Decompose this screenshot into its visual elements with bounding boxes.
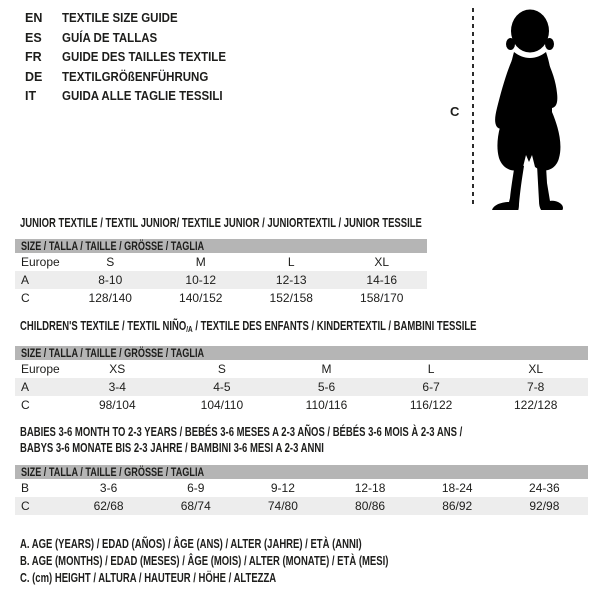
language-title: GUÍA DE TALLAS — [62, 30, 158, 45]
cell: XL — [374, 255, 390, 269]
cell: 80/86 — [355, 499, 386, 513]
language-row-it — [25, 87, 240, 107]
cell: M — [321, 362, 332, 376]
table-row — [15, 396, 588, 414]
cell: 9-12 — [270, 481, 295, 495]
cell: 12-18 — [354, 481, 386, 495]
cell: 6-9 — [187, 481, 205, 495]
row-label: B — [21, 481, 30, 495]
table-row — [15, 253, 427, 271]
cell: 18-24 — [441, 481, 473, 495]
row-label: Europe — [21, 255, 60, 269]
cell: 8-10 — [98, 273, 123, 287]
cell: 86/92 — [442, 499, 473, 513]
language-code: ES — [25, 30, 42, 45]
children-section-title — [20, 319, 600, 336]
babies-size-table — [15, 465, 588, 515]
row-label: C — [21, 398, 30, 412]
cell: S — [217, 362, 226, 376]
table-row — [15, 479, 588, 497]
cell: 128/140 — [88, 291, 132, 305]
language-row-en — [25, 9, 240, 29]
cell: 98/104 — [98, 398, 136, 412]
cell: 104/110 — [200, 398, 244, 412]
table-row — [15, 360, 588, 378]
cell: 4-5 — [213, 380, 231, 394]
language-list — [25, 9, 240, 107]
cell: 110/116 — [305, 398, 348, 412]
table-row — [15, 289, 427, 307]
notes-list — [20, 536, 505, 588]
cell: 140/152 — [179, 291, 223, 305]
language-row-de — [25, 68, 240, 88]
language-code: EN — [25, 11, 43, 25]
cell: 152/158 — [269, 291, 313, 305]
cell: 5-6 — [317, 380, 336, 394]
baby-silhouette-icon — [486, 8, 570, 210]
babies-section-title — [20, 424, 600, 456]
cell: 122/128 — [513, 398, 558, 412]
row-label: Europe — [21, 362, 60, 376]
row-label: A — [21, 273, 30, 287]
height-dashed-line — [472, 8, 474, 208]
cell: 158/170 — [360, 291, 404, 305]
language-code: IT — [25, 89, 37, 104]
children-title-prefix: CHILDREN'S TEXTILE / TEXTIL NIÑO — [20, 319, 187, 333]
cell: L — [287, 255, 295, 269]
babies-title-line1: BABIES 3-6 MONTH TO 2-3 YEARS / BEBÉS 3-6 MESES A 2-3 AÑOS / BÉBÉS 3-6 MOIS À 2-3 ANS / — [20, 425, 463, 439]
children-title-sub: /A — [186, 324, 193, 334]
row-label: A — [21, 380, 30, 394]
cell: 3-6 — [99, 481, 118, 495]
size-header-bar: SIZE / TALLA / TAILLE / GRÖSSE / TAGLIA — [15, 465, 588, 479]
size-header-bar: SIZE / TALLA / TAILLE / GRÖSSE / TAGLIA — [15, 346, 588, 360]
table-row — [15, 271, 427, 289]
note-line-c: C. (cm) HEIGHT / ALTURA / HAUTEUR / HÖHE / ALTEZZA — [20, 571, 277, 586]
junior-section-title: JUNIOR TEXTILE / TEXTIL JUNIOR/ TEXTILE JUNIOR / JUNIORTEXTIL / JUNIOR TESSILE — [20, 216, 422, 230]
cell: M — [195, 255, 206, 269]
cell: 24-36 — [529, 481, 560, 495]
cell: L — [427, 362, 435, 376]
row-label: C — [21, 291, 30, 305]
language-code: DE — [25, 69, 43, 84]
junior-size-table — [15, 239, 427, 307]
cell: 68/74 — [180, 499, 211, 513]
language-row-fr — [25, 48, 240, 68]
cell: 116/122 — [409, 398, 453, 412]
note-line-b: B. AGE (MONTHS) / EDAD (MESES) / ÂGE (MOIS) / ALTER (MONATE) / ETÀ (MESI) — [20, 554, 389, 569]
cell: 62/68 — [93, 499, 124, 513]
cell: 10-12 — [185, 273, 217, 287]
language-title: GUIDE DES TAILLES TEXTILE — [62, 50, 227, 65]
cell: XL — [528, 362, 544, 376]
language-title: TEXTILE SIZE GUIDE — [62, 11, 178, 25]
cell: S — [106, 255, 115, 269]
cell: 74/80 — [267, 499, 298, 513]
cell: XS — [109, 362, 126, 376]
language-title: TEXTILGRÖßENFÜHRUNG — [62, 69, 209, 84]
height-label-c: C — [450, 104, 460, 119]
cell: 92/98 — [529, 499, 560, 513]
cell: 12-13 — [275, 273, 307, 287]
language-title: GUIDA ALLE TAGLIE TESSILI — [62, 89, 223, 104]
table-row — [15, 378, 588, 396]
cell: 6-7 — [422, 380, 440, 394]
note-line-a: A. AGE (YEARS) / EDAD (AÑOS) / ÂGE (ANS) / ALTER (JAHRE) / ETÀ (ANNI) — [20, 537, 362, 551]
size-header-bar: SIZE / TALLA / TAILLE / GRÖSSE / TAGLIA — [15, 239, 427, 253]
children-size-table — [15, 346, 588, 414]
table-row — [15, 497, 588, 515]
cell: 7-8 — [527, 380, 545, 394]
children-title-suffix: / TEXTILE DES ENFANTS / KINDERTEXTIL / BAMBINI TESSILE — [192, 319, 477, 333]
language-row-es — [25, 29, 240, 49]
row-label: C — [21, 499, 30, 513]
babies-title-line2: BABYS 3-6 MONATE BIS 2-3 JAHRE / BAMBINI 3-6 MESI A 2-3 ANNI — [20, 441, 324, 455]
language-code: FR — [25, 50, 42, 65]
cell: 14-16 — [366, 273, 398, 287]
cell: 3-4 — [108, 380, 126, 394]
